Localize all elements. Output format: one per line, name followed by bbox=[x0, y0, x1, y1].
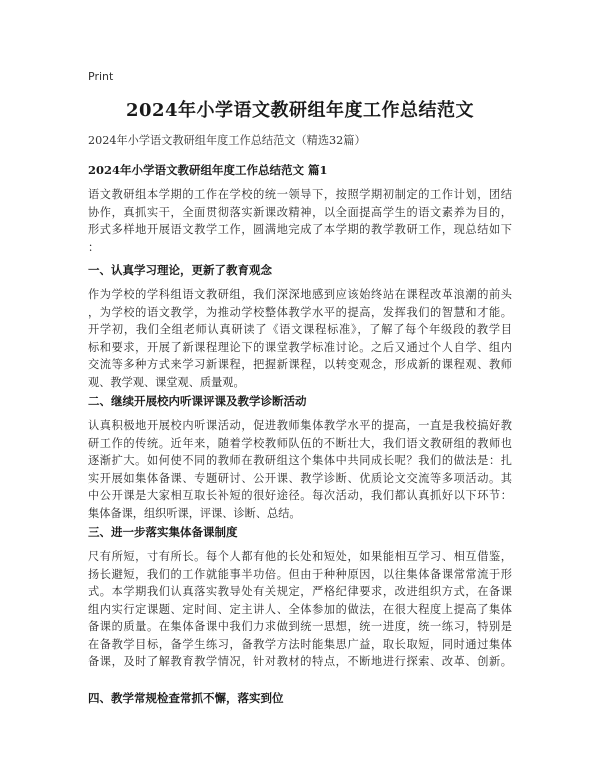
paragraph-line: 中公开课是大家相互取长补短的很好途径。每次活动，我们都认真抓好以下环节： bbox=[88, 489, 512, 502]
section-heading-3: 三、进一步落实集体备课制度 bbox=[88, 525, 238, 539]
paragraph-line: 交流等多种方式来学习新课程，把握新课程，以转变观念，形成新的课程观、教师 bbox=[88, 358, 512, 371]
section-heading-4: 四、教学常规检查常抓不懈，落实到位 bbox=[88, 691, 284, 705]
paragraph-line: 观、教学观、课堂观、质量观。 bbox=[88, 375, 245, 389]
paragraph-line: 扬长避短，我们的工作就能事半功倍。但由于种种原因，以往集体备课常常流于形 bbox=[88, 567, 512, 581]
paragraph-line: 开学初，我们全组老师认真研读了《语文课程标准》，了解了每个年级段的教学目 bbox=[88, 323, 512, 336]
paragraph-line: 在备教学目标，备学生练习，备教学方法时能集思广益，取长取短，同时通过集体 bbox=[88, 637, 512, 651]
intro-paragraph bbox=[88, 186, 512, 256]
paragraph-line: 集体备课，组织听课，评课、诊断、总结。 bbox=[88, 506, 301, 520]
paragraph-line: 备课的质量。在集体备课中我们力求做到统一思想，统一进度，统一练习，特别是 bbox=[88, 620, 512, 633]
paragraph-line: 备课，及时了解教育教学情况，针对教材的特点，不断地进行探索、改革、创新。 bbox=[88, 655, 512, 668]
paragraph-line: 作为学校的学科组语文教研组，我们深深地感到应该始终站在课程改革浪潮的前头 bbox=[88, 288, 512, 301]
paragraph-line: 式。本学期我们认真落实教导处有关规定，严格纪律要求，改进组织方式，在备课 bbox=[88, 585, 512, 598]
section-paragraph-2 bbox=[88, 417, 512, 522]
paragraph-line: 协作，真抓实干，全面贯彻落实新课改精神，以全面提高学生的语文素养为目的， bbox=[88, 205, 512, 219]
paragraph-line: 语文教研组本学期的工作在学校的统一领导下，按照学期初制定的工作计划，团结 bbox=[88, 188, 512, 201]
paragraph-line: ： bbox=[88, 240, 100, 254]
section-paragraph-3 bbox=[88, 548, 512, 671]
page-title: 2024年小学语文教研组年度工作总结范文 bbox=[125, 100, 475, 121]
section-heading-1: 一、认真学习理论，更新了教育观念 bbox=[88, 263, 272, 277]
section-heading-2: 二、继续开展校内听课评课及教学诊断活动 bbox=[88, 394, 307, 408]
section-paragraph-1 bbox=[88, 286, 512, 391]
paragraph-line: 尺有所短，寸有所长。每个人都有他的长处和短处，如果能相互学习、相互借鉴， bbox=[88, 550, 512, 563]
paragraph-line: ，为学校的语文教学，为推动学校整体教学水平的提高，发挥我们的智慧和才能。 bbox=[88, 305, 512, 319]
document-subtitle: 2024年小学语文教研组年度工作总结范文（精选32篇） bbox=[88, 134, 366, 147]
paragraph-line: 认真积极地开展校内听课活动，促进教师集体教学水平的提高，一直是我校搞好教 bbox=[88, 419, 512, 432]
paragraph-line: 研工作的传统。近年来，随着学校教师队伍的不断壮大，我们语文教研组的教师也 bbox=[88, 436, 512, 450]
paragraph-line: 标和要求，开展了新课程理论下的课堂教学标准讨论。之后又通过个人自学、组内 bbox=[88, 340, 512, 354]
paragraph-line: 逐渐扩大。如何使不同的教师在教研组这个集体中共同成长呢？我们的做法是：扎 bbox=[88, 454, 512, 467]
paragraph-line: 组内实行定课题、定时间、定主讲人、全体参加的做法，在很大程度上提高了集体 bbox=[88, 602, 512, 616]
article-heading: 2024年小学语文教研组年度工作总结范文 篇1 bbox=[88, 163, 328, 177]
print-link[interactable]: Print bbox=[88, 70, 114, 83]
paragraph-line: 实开展如集体备课、专题研讨、公开课、教学诊断、优质论文交流等多项活动。其 bbox=[88, 471, 512, 485]
paragraph-line: 形式多样地开展语文教学工作，圆满地完成了本学期的教学教研工作，现总结如下 bbox=[88, 223, 512, 236]
